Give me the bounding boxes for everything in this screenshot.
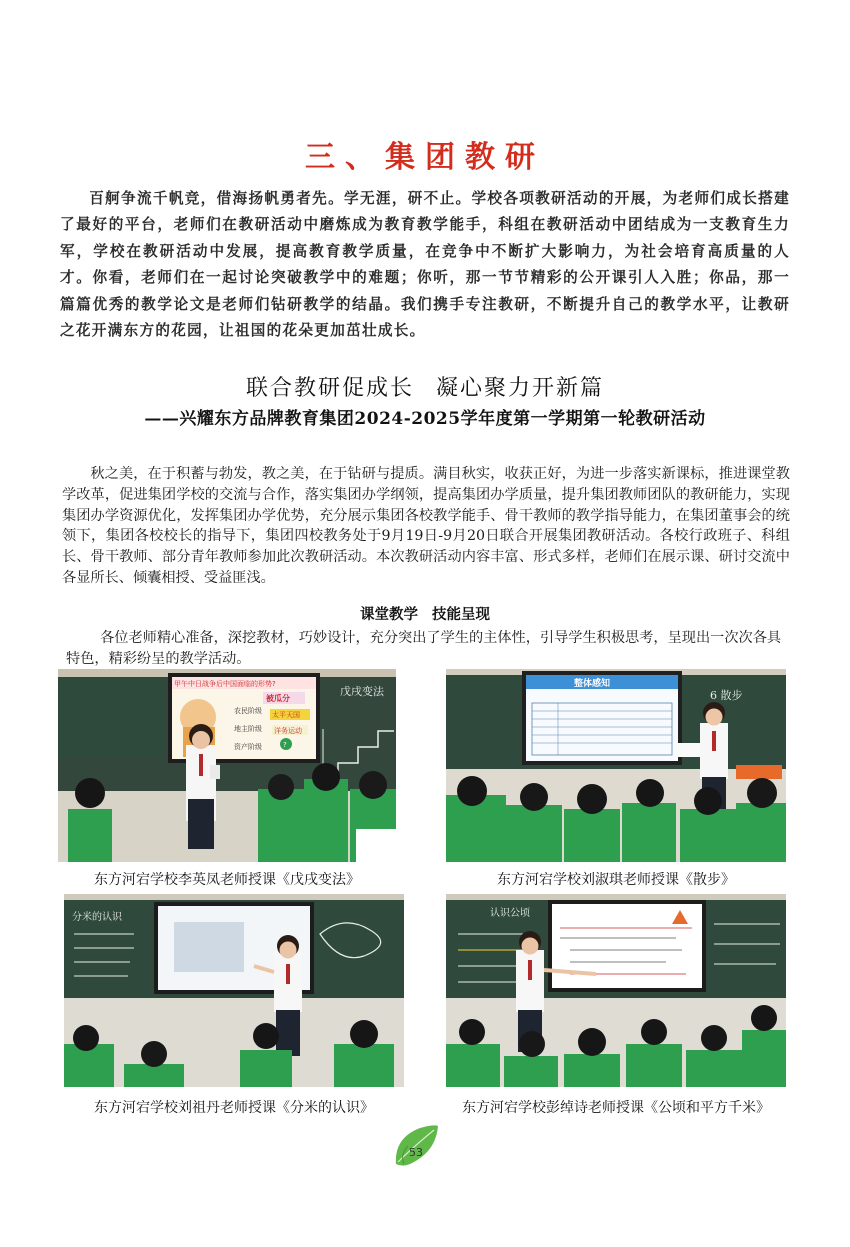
article-body: 秋之美，在于积蓄与勃发，教之美，在于钻研与提质。满目秋实，收获正好，为进一步落实新课标，推进课堂教学改革，促进集团学校的交流与合作，落实集团办学纲领，提高集团办学质量，提升集团教师团队的教研能力，实现集团办学资源优化，发挥集团办学优势，充分展示集团各校教学能手、骨干教师的教学指导能力，在集团董事会的统领下，集团各校校长的指导下，集团四校教务处于9月19日-9月20日联合开展集团教研活动。各校行政班子、科组长、骨干教师、部分青年教师参加此次教研活动。本次教研活动内容丰富、形式多样，老师们在展示课、研讨交流中各显所长、倾囊相授、受益匪浅。 [62, 466, 790, 586]
classroom-photo-2 [446, 669, 786, 862]
classroom-photo-1 [58, 669, 396, 862]
board-text-2: 6 散步 [710, 689, 743, 702]
section-intro: 百舸争流千帆竞，借海扬帆勇者先。学无涯，研不止。学校各项教研活动的开展，为老师们成长搭建了最好的平台，老师们在教研活动中磨炼成为教育教学能手，科组在教研活动中团结成为一支教育生力军，学校在教研活动中发展，提高教育教学质量，在竞争中不断扩大影响力，为社会培育高质量的人才。你看，老师们在一起讨论突破教学中的难题；你听，那一节节精彩的公开课引人入胜；你品，那一篇篇优秀的教学论文是老师们钻研教学的结晶。我们携手专注教研，不断提升自己的教学水平，让教研之花开满东方的花园，让祖国的花朵更加茁壮成长。 [60, 190, 790, 340]
photo-3-caption: 东方河宕学校刘祖丹老师授课《分米的认识》 [94, 1100, 374, 1116]
classroom-photo-1-illustration [58, 669, 396, 862]
article-heading-part1: 联合教研促成长 [245, 376, 414, 401]
article-paragraph-2: 各位老师精心准备，深挖教材，巧妙设计，充分突出了学生的主体性，引导学生积极思考，呈现出一次次各具特色，精彩纷呈的教学活动。 [66, 630, 782, 667]
slide-item-2: 地主阶级 [234, 725, 262, 733]
subtitle-part1: 课堂教学 [360, 607, 418, 623]
slide-title-text-2: 整体感知 [574, 679, 611, 689]
photo-2-caption: 东方河宕学校刘淑琪老师授课《散步》 [497, 872, 735, 888]
subtitle-part2: 技能呈现 [432, 607, 490, 623]
classroom-photo-4-illustration [446, 894, 786, 1087]
photo-4-caption: 东方河宕学校彭绰诗老师授课《公顷和平方千米》 [462, 1100, 770, 1116]
board-text: 戊戌变法 [340, 685, 384, 698]
slide-item-1: 农民阶级 [234, 707, 262, 715]
board-text-4: 认识公顷 [490, 908, 530, 919]
slide-label-1: 太平天国 [272, 711, 300, 719]
page-number-badge [390, 1124, 442, 1170]
slide-label-3: ? [283, 741, 287, 749]
slide-tag-text: 被瓜分 [266, 694, 290, 703]
page-number: 53 [409, 1146, 423, 1159]
classroom-photo-4 [446, 894, 786, 1087]
slide-item-3: 资产阶级 [234, 743, 262, 751]
article-heading-part2: 凝心聚力开新篇 [436, 376, 605, 401]
classroom-photo-3-illustration [64, 894, 404, 1087]
article-heading [0, 371, 850, 402]
article-subheading: ——兴耀东方品牌教育集团2024-2025学年度第一学期第一轮教研活动 [144, 409, 706, 429]
board-text-3: 分米的认识 [72, 912, 122, 923]
classroom-photo-2-illustration [446, 669, 786, 862]
section-subtitle [0, 603, 850, 624]
classroom-photo-3 [64, 894, 404, 1087]
photo-1-caption: 东方河宕学校李英凤老师授课《戊戌变法》 [94, 872, 360, 888]
slide-label-2: 洋务运动 [274, 727, 302, 735]
section-title: 三、集团教研 [305, 140, 545, 175]
slide-title-text: 甲午中日战争后中国面临的形势? [174, 680, 276, 688]
